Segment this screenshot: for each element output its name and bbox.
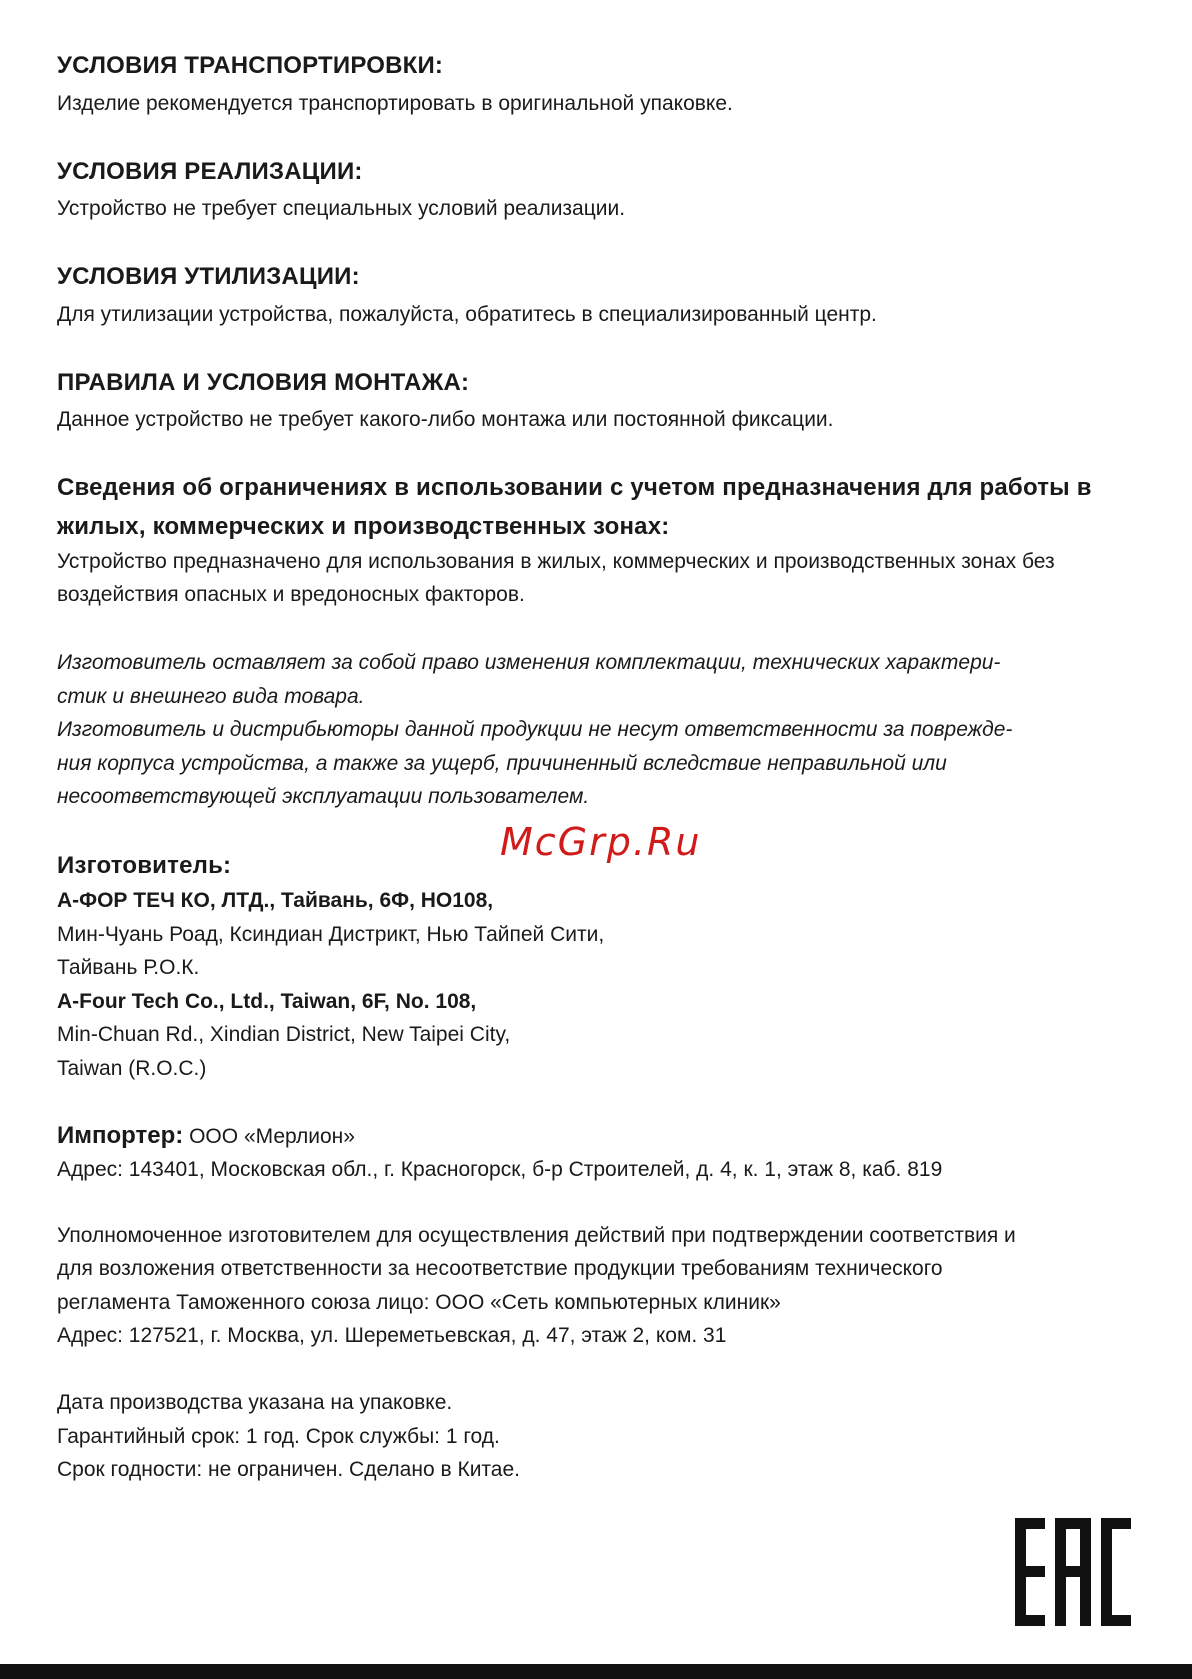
- authorized-line3: регламента Таможенного союза лицо: ООО «Сеть компьютерных клиник»: [57, 1291, 781, 1314]
- disposal-title: УСЛОВИЯ УТИЛИЗАЦИИ:: [57, 263, 360, 290]
- manufacturer-ru-line2: Мин-Чуань Роад, Ксиндиан Дистрикт, Нью Тайпей Сити,: [57, 923, 605, 946]
- restrictions-text-line1: Устройство предназначено для использования в жилых, коммерческих и производственных зонах без: [57, 550, 1055, 573]
- disclaimer-line1: Изготовитель оставляет за собой право изменения комплектации, технических характери-: [57, 651, 1001, 674]
- production-line2: Гарантийный срок: 1 год. Срок службы: 1 год.: [57, 1425, 500, 1448]
- eac-mark-icon: [1015, 1518, 1131, 1626]
- manufacturer-title: Изготовитель:: [57, 852, 232, 879]
- mounting-text: Данное устройство не требует какого-либо монтажа или постоянной фиксации.: [57, 408, 834, 431]
- production-line3: Срок годности: не ограничен. Сделано в Китае.: [57, 1458, 521, 1481]
- importer-line: [57, 1119, 355, 1154]
- bottom-rule: [0, 1664, 1192, 1679]
- disclaimer-line4: ния корпуса устройства, а также за ущерб, причиненный вследствие неправильной или: [57, 752, 947, 775]
- watermark-text: McGrp.Ru: [500, 820, 702, 864]
- restrictions-text-line2: воздействия опасных и вредоносных факторов.: [57, 583, 525, 606]
- mounting-title: ПРАВИЛА И УСЛОВИЯ МОНТАЖА:: [57, 369, 470, 396]
- disposal-text: Для утилизации устройства, пожалуйста, обратитесь в специализированный центр.: [57, 303, 877, 326]
- disclaimer-line5: несоответствующей эксплуатации пользователем.: [57, 785, 590, 808]
- importer-label: Импортер:: [57, 1122, 184, 1149]
- restrictions-title-line2: жилых, коммерческих и производственных зонах:: [57, 513, 670, 540]
- manufacturer-en-line2: Min-Chuan Rd., Xindian District, New Taipei City,: [57, 1023, 511, 1046]
- manufacturer-en-line3: Taiwan (R.O.C.): [57, 1057, 207, 1080]
- restrictions-title-line1: Сведения об ограничениях в использовании с учетом предназначения для работы в: [57, 474, 1092, 501]
- importer-name: ООО «Мерлион»: [183, 1125, 355, 1148]
- manufacturer-en-line1: A-Four Tech Co., Ltd., Taiwan, 6F, No. 108,: [57, 990, 477, 1013]
- authorized-line2: для возложения ответственности за несоответствие продукции требованиям технического: [57, 1257, 943, 1280]
- disclaimer-line3: Изготовитель и дистрибьюторы данной продукции не несут ответственности за поврежде-: [57, 718, 1013, 741]
- transport-text: Изделие рекомендуется транспортировать в оригинальной упаковке.: [57, 92, 733, 115]
- production-line1: Дата производства указана на упаковке.: [57, 1391, 453, 1414]
- sale-title: УСЛОВИЯ РЕАЛИЗАЦИИ:: [57, 158, 363, 185]
- sale-text: Устройство не требует специальных условий реализации.: [57, 197, 626, 220]
- disclaimer-line2: стик и внешнего вида товара.: [57, 685, 365, 708]
- importer-address: Адрес: 143401, Московская обл., г. Красногорск, б-р Строителей, д. 4, к. 1, этаж 8, каб. 819: [57, 1158, 943, 1181]
- transport-title: УСЛОВИЯ ТРАНСПОРТИРОВКИ:: [57, 52, 444, 79]
- authorized-line1: Уполномоченное изготовителем для осуществления действий при подтверждении соответствия и: [57, 1224, 1016, 1247]
- manufacturer-ru-line1: А-ФОР ТЕЧ КО, ЛТД., Тайвань, 6Ф, НО108,: [57, 889, 494, 912]
- manufacturer-ru-line3: Тайвань Р.О.К.: [57, 956, 200, 979]
- authorized-address: Адрес: 127521, г. Москва, ул. Шереметьевская, д. 47, этаж 2, ком. 31: [57, 1324, 727, 1347]
